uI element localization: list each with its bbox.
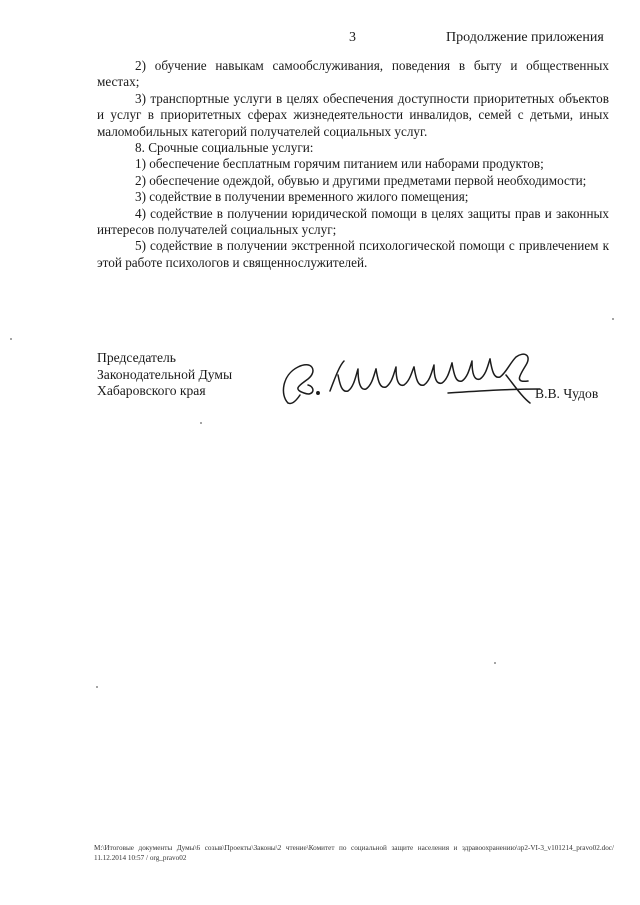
continuation-label: Продолжение приложения (446, 30, 604, 45)
paragraph-clothing: 2) обеспечение одеждой, обувью и другими предметами первой необходимости; (135, 172, 587, 188)
scan-speck (96, 686, 98, 688)
signatory-title-line: Председатель (97, 350, 176, 365)
signatory-title (97, 350, 232, 400)
signatory-title-line: Законодательной Думы (97, 366, 233, 382)
paragraph-hot-meals: 1) обеспечение бесплатным горячим питанием или наборами продуктов; (135, 156, 544, 172)
paragraph-self-care: 2) обучение навыкам самообслуживания, поведения в быту и общественных местах; (97, 58, 609, 90)
scan-speck (10, 338, 12, 340)
body-text (97, 58, 609, 271)
handwritten-signature (278, 345, 558, 415)
paragraph-psychological-help: 5) содействие в получении экстренной психологической помощи с привлечением к этой работе психологов и священнослужителей. (97, 238, 609, 270)
paragraph-legal-help: 4) содействие в получении юридической помощи в целях защиты прав и законных интересов получателей социальных услуг; (97, 205, 609, 238)
signatory-title-line: Хабаровского края (97, 383, 206, 399)
scan-speck (612, 318, 614, 320)
scan-speck (200, 422, 202, 424)
scan-speck (494, 662, 496, 664)
paragraph-transport: 3) транспортные услуги в целях обеспечения доступности приоритетных объектов и услуг в приоритетных сферах жизнедеятельности инвалидов, семей с детьми, иных маломобильных категорий получателей социальных услуг. (97, 90, 609, 139)
paragraph-housing: 3) содействие в получении временного жилого помещения; (135, 189, 469, 205)
signatory-name: В.В. Чудов (535, 386, 599, 401)
file-path-footer: M:\Итоговые документы Думы\6 созыв\Проекты\Законы\2 чтение\Комитет по социальной защите населения и здравоохранению\зр2-VI-3_v101214_pravo02.doc/ 11.12.2014 10:57 / org_pravo02 (94, 844, 614, 862)
page-number: 3 (349, 30, 356, 45)
paragraph-urgent-services-heading: 8. Срочные социальные услуги: (135, 140, 314, 156)
